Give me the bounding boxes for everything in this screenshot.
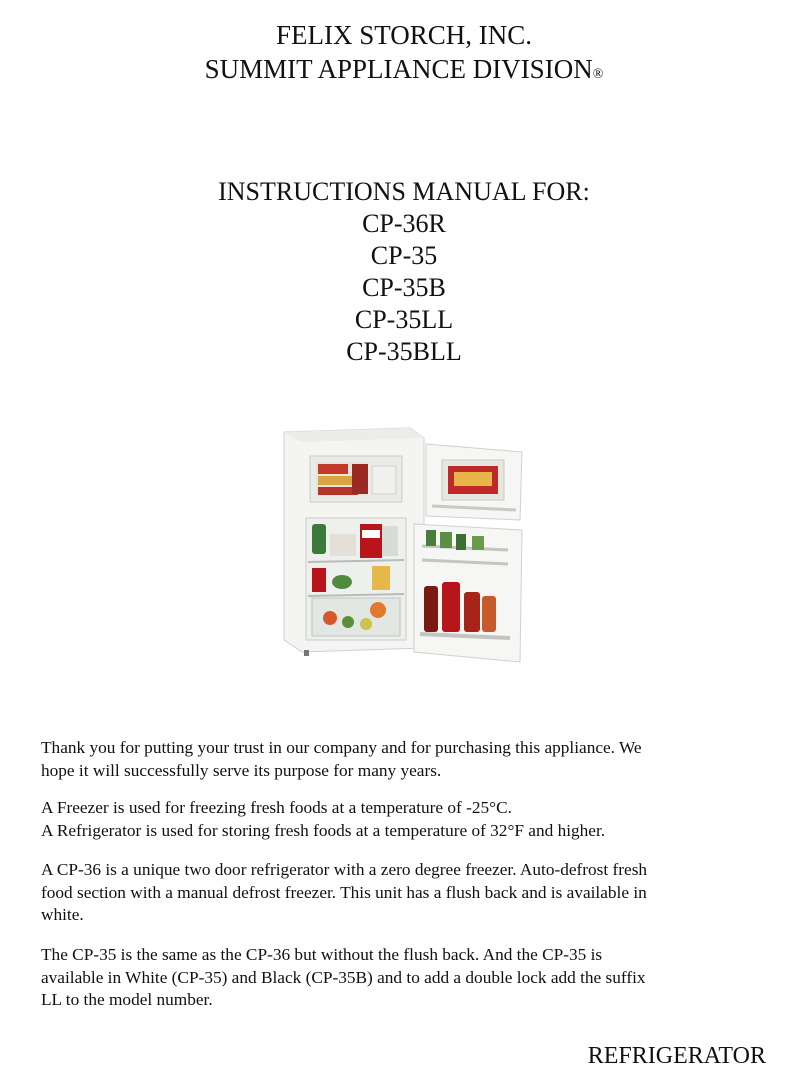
paragraph-line: hope it will successfully serve its purpose for many years.	[41, 760, 442, 780]
model-cp-35: CP-35	[370, 241, 438, 270]
registered-mark: ®	[592, 67, 604, 82]
paragraph-line: white.	[41, 905, 84, 924]
manual-title-block	[0, 176, 808, 368]
model-cp-36r: CP-36R	[362, 209, 446, 238]
paragraph-line: LL to the model number.	[41, 990, 213, 1009]
paragraph-cp36	[41, 859, 771, 927]
company-name: FELIX STORCH, INC.	[275, 20, 533, 50]
paragraph-line: food section with a manual defrost freezer. This unit has a flush back and is available in	[41, 882, 647, 902]
refrigerator-photo	[282, 426, 532, 672]
division-name	[0, 52, 808, 92]
paragraph-line: A CP-36 is a unique two door refrigerator with a zero degree freezer. Auto-defrost fresh	[41, 860, 648, 879]
paragraph-line: A Refrigerator is used for storing fresh foods at a temperature of 32°F and higher.	[41, 820, 606, 840]
paragraph-cp35	[41, 944, 771, 1012]
paragraph-line: available in White (CP-35) and Black (CP-35B) and to add a double lock add the suffix	[41, 967, 646, 987]
division-text: SUMMIT APPLIANCE DIVISION	[204, 54, 593, 84]
manual-title: INSTRUCTIONS MANUAL FOR:	[218, 177, 590, 206]
model-cp-35bll: CP-35BLL	[346, 337, 462, 366]
footer-label: REFRIGERATOR	[587, 1043, 766, 1069]
paragraph-line: The CP-35 is the same as the CP-36 but without the flush back. And the CP-35 is	[41, 945, 603, 964]
paragraph-temperatures	[41, 797, 771, 842]
paragraph-line: Thank you for putting your trust in our company and for purchasing this appliance. We	[41, 738, 642, 757]
paragraph-line: A Freezer is used for freezing fresh foods at a temperature of -25°C.	[41, 798, 512, 817]
paragraph-intro	[41, 737, 771, 782]
model-cp-35b: CP-35B	[362, 273, 446, 302]
model-cp-35ll: CP-35LL	[354, 305, 454, 334]
